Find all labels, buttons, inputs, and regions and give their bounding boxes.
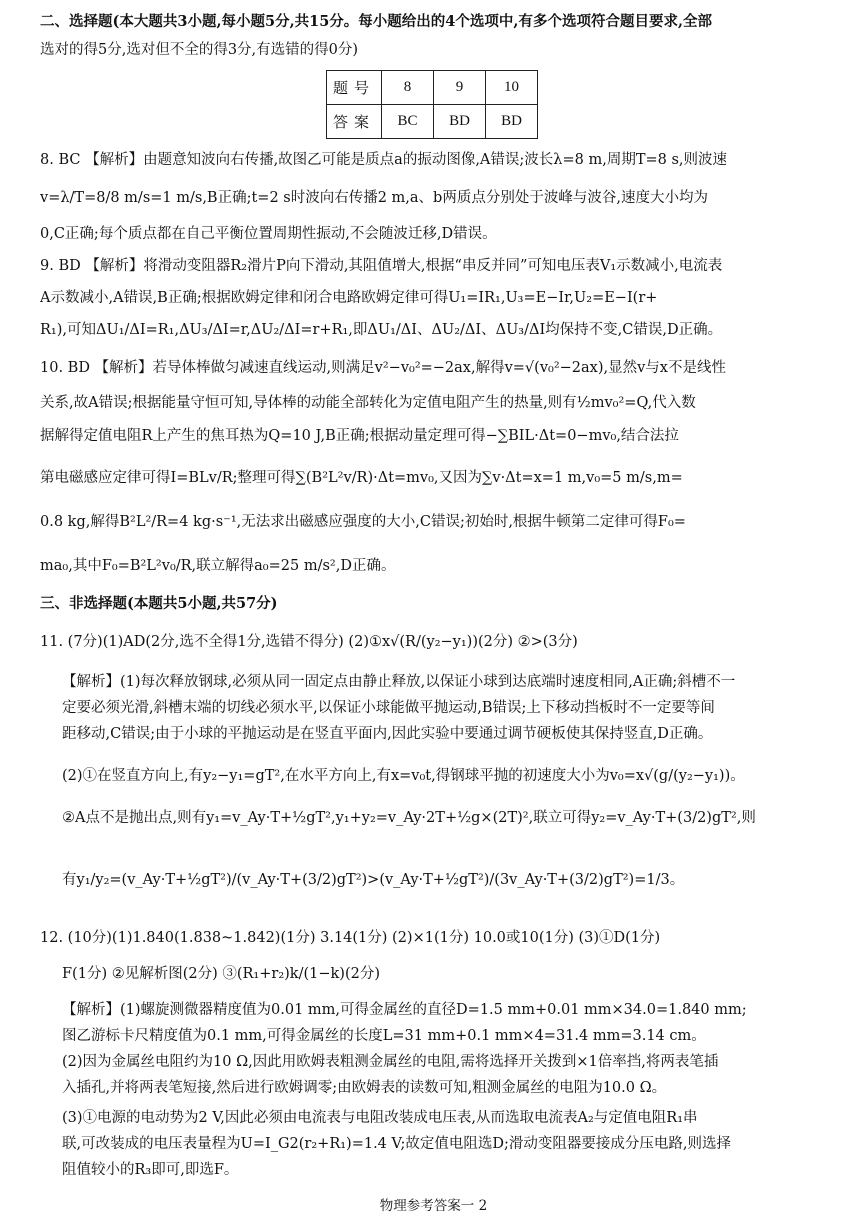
table-cell: 10 — [486, 71, 538, 105]
q11-line: ②A点不是抛出点,则有y₁=v_Ay·T+½gT²,y₁+y₂=v_Ay·2T+½g×(2T)²,联立可得y₂=v_Ay·T+(3/2)gT²,则 — [62, 810, 756, 826]
q9-line: A示数减小,A错误,B正确;根据欧姆定律和闭合电路欧姆定律可得U₁=IR₁,U₃=E−Ir,U₂=E−I(r+ — [40, 290, 658, 306]
table-cell: BD — [434, 105, 486, 139]
q11-line: 有y₁/y₂=(v_Ay·T+½gT²)/(v_Ay·T+(3/2)gT²)>(v_Ay·T+½gT²)/(3v_Ay·T+(3/2)gT²)=1/3。 — [62, 872, 685, 888]
answer-table — [326, 70, 538, 139]
q8-line: 8. BC 【解析】由题意知波向右传播,故图乙可能是质点a的振动图像,A错误;波长λ=8 m,周期T=8 s,则波速 — [40, 152, 728, 168]
q8-line: 0,C正确;每个质点都在自己平衡位置周期性振动,不会随波迁移,D错误。 — [40, 226, 497, 242]
section-2-heading-cont: 选对的得5分,选对但不全的得3分,有选错的得0分) — [40, 42, 359, 58]
q8-line: v=λ/T=8/8 m/s=1 m/s,B正确;t=2 s时波向右传播2 m,a、b两质点分别处于波峰与波谷,速度大小均为 — [40, 190, 708, 206]
q9-line: R₁),可知ΔU₁/ΔI=R₁,ΔU₃/ΔI=r,ΔU₂/ΔI=r+R₁,即ΔU₁/ΔI、ΔU₂/ΔI、ΔU₃/ΔI均保持不变,C错误,D正确。 — [40, 322, 723, 338]
q12-line: 图乙游标卡尺精度值为0.1 mm,可得金属丝的长度L=31 mm+0.1 mm×4=31.4 mm=3.14 cm。 — [62, 1028, 706, 1044]
page-footer: 物理参考答案一 2 — [379, 1198, 488, 1214]
section-3-heading: 三、非选择题(本题共5小题,共57分) — [40, 595, 278, 612]
section-2-heading: 二、选择题(本大题共3小题,每小题5分,共15分。每小题给出的4个选项中,有多个选项符合题目要求,全部 — [40, 13, 712, 30]
q11-line: 【解析】(1)每次释放钢球,必须从同一固定点由静止释放,以保证小球到达底端时速度相同,A正确;斜槽不一 — [62, 674, 736, 690]
q12-line: F(1分) ②见解析图(2分) ③(R₁+r₂)k/(1−k)(2分) — [62, 966, 380, 982]
q12-line: 【解析】(1)螺旋测微器精度值为0.01 mm,可得金属丝的直径D=1.5 mm+0.01 mm×34.0=1.840 mm; — [62, 1002, 747, 1018]
q11-line: 定要必须光滑,斜槽末端的切线必须水平,以保证小球能做平抛运动,B错误;上下移动挡板时不一定要等间 — [62, 700, 715, 716]
q12-line: 入插孔,并将两表笔短接,然后进行欧姆调零;由欧姆表的读数可知,粗测金属丝的电阻为10.0 Ω。 — [62, 1080, 667, 1096]
q11-line: 距移动,C错误;由于小球的平抛运动是在竖直平面内,因此实验中要通过调节硬板使其保持竖直,D正确。 — [62, 726, 713, 742]
q12-line: 阻值较小的R₃即可,即选F。 — [62, 1162, 239, 1178]
q10-line: 关系,故A错误;根据能量守恒可知,导体棒的动能全部转化为定值电阻产生的热量,则有½mv₀²=Q,代入数 — [40, 395, 696, 411]
q9-line: 9. BD 【解析】将滑动变阻器R₂滑片P向下滑动,其阻值增大,根据“串反并同”可知电压表V₁示数减小,电流表 — [40, 258, 723, 274]
table-cell: BD — [486, 105, 538, 139]
q10-line: 第电磁感应定律可得I=BLv/R;整理可得∑(B²L²v/R)·Δt=mv₀,又因为∑v·Δt=x=1 m,v₀=5 m/s,m= — [40, 470, 683, 486]
q10-line: 10. BD 【解析】若导体棒做匀减速直线运动,则满足v²−v₀²=−2ax,解得v=√(v₀²−2ax),显然v与x不是线性 — [40, 360, 726, 376]
q11-line: 11. (7分)(1)AD(2分,选不全得1分,选错不得分) (2)①x√(R/(y₂−y₁))(2分) ②>(3分) — [40, 634, 578, 650]
table-row — [327, 105, 538, 139]
table-cell: 答案 — [327, 105, 382, 139]
table-cell: 9 — [434, 71, 486, 105]
table-cell: 题号 — [327, 71, 382, 105]
q12-line: (3)①电源的电动势为2 V,因此必须由电流表与电阻改装成电压表,从而选取电流表A₂与定值电阻R₁串 — [62, 1110, 698, 1126]
table-row — [327, 71, 538, 105]
q12-line: (2)因为金属丝电阻约为10 Ω,因此用欧姆表粗测金属丝的电阻,需将选择开关拨到×1倍率挡,将两表笔插 — [62, 1054, 719, 1070]
q10-line: 据解得定值电阻R上产生的焦耳热为Q=10 J,B正确;根据动量定理可得−∑BIL·Δt=0−mv₀,结合法拉 — [40, 428, 679, 444]
q11-line: (2)①在竖直方向上,有y₂−y₁=gT²,在水平方向上,有x=v₀t,得钢球平抛的初速度大小为v₀=x√(g/(y₂−y₁))。 — [62, 768, 745, 784]
table-cell: BC — [382, 105, 434, 139]
q10-line: ma₀,其中F₀=B²L²v₀/R,联立解得a₀=25 m/s²,D正确。 — [40, 558, 396, 574]
table-cell: 8 — [382, 71, 434, 105]
q10-line: 0.8 kg,解得B²L²/R=4 kg·s⁻¹,无法求出磁感应强度的大小,C错误;初始时,根据牛顿第二定律可得F₀= — [40, 514, 686, 530]
q12-line: 联,可改装成的电压表量程为U=I_G2(r₂+R₁)=1.4 V;故定值电阻选D;滑动变阻器要接成分压电路,则选择 — [62, 1136, 732, 1152]
q12-line: 12. (10分)(1)1.840(1.838~1.842)(1分) 3.14(1分) (2)×1(1分) 10.0或10(1分) (3)①D(1分) — [40, 930, 661, 946]
